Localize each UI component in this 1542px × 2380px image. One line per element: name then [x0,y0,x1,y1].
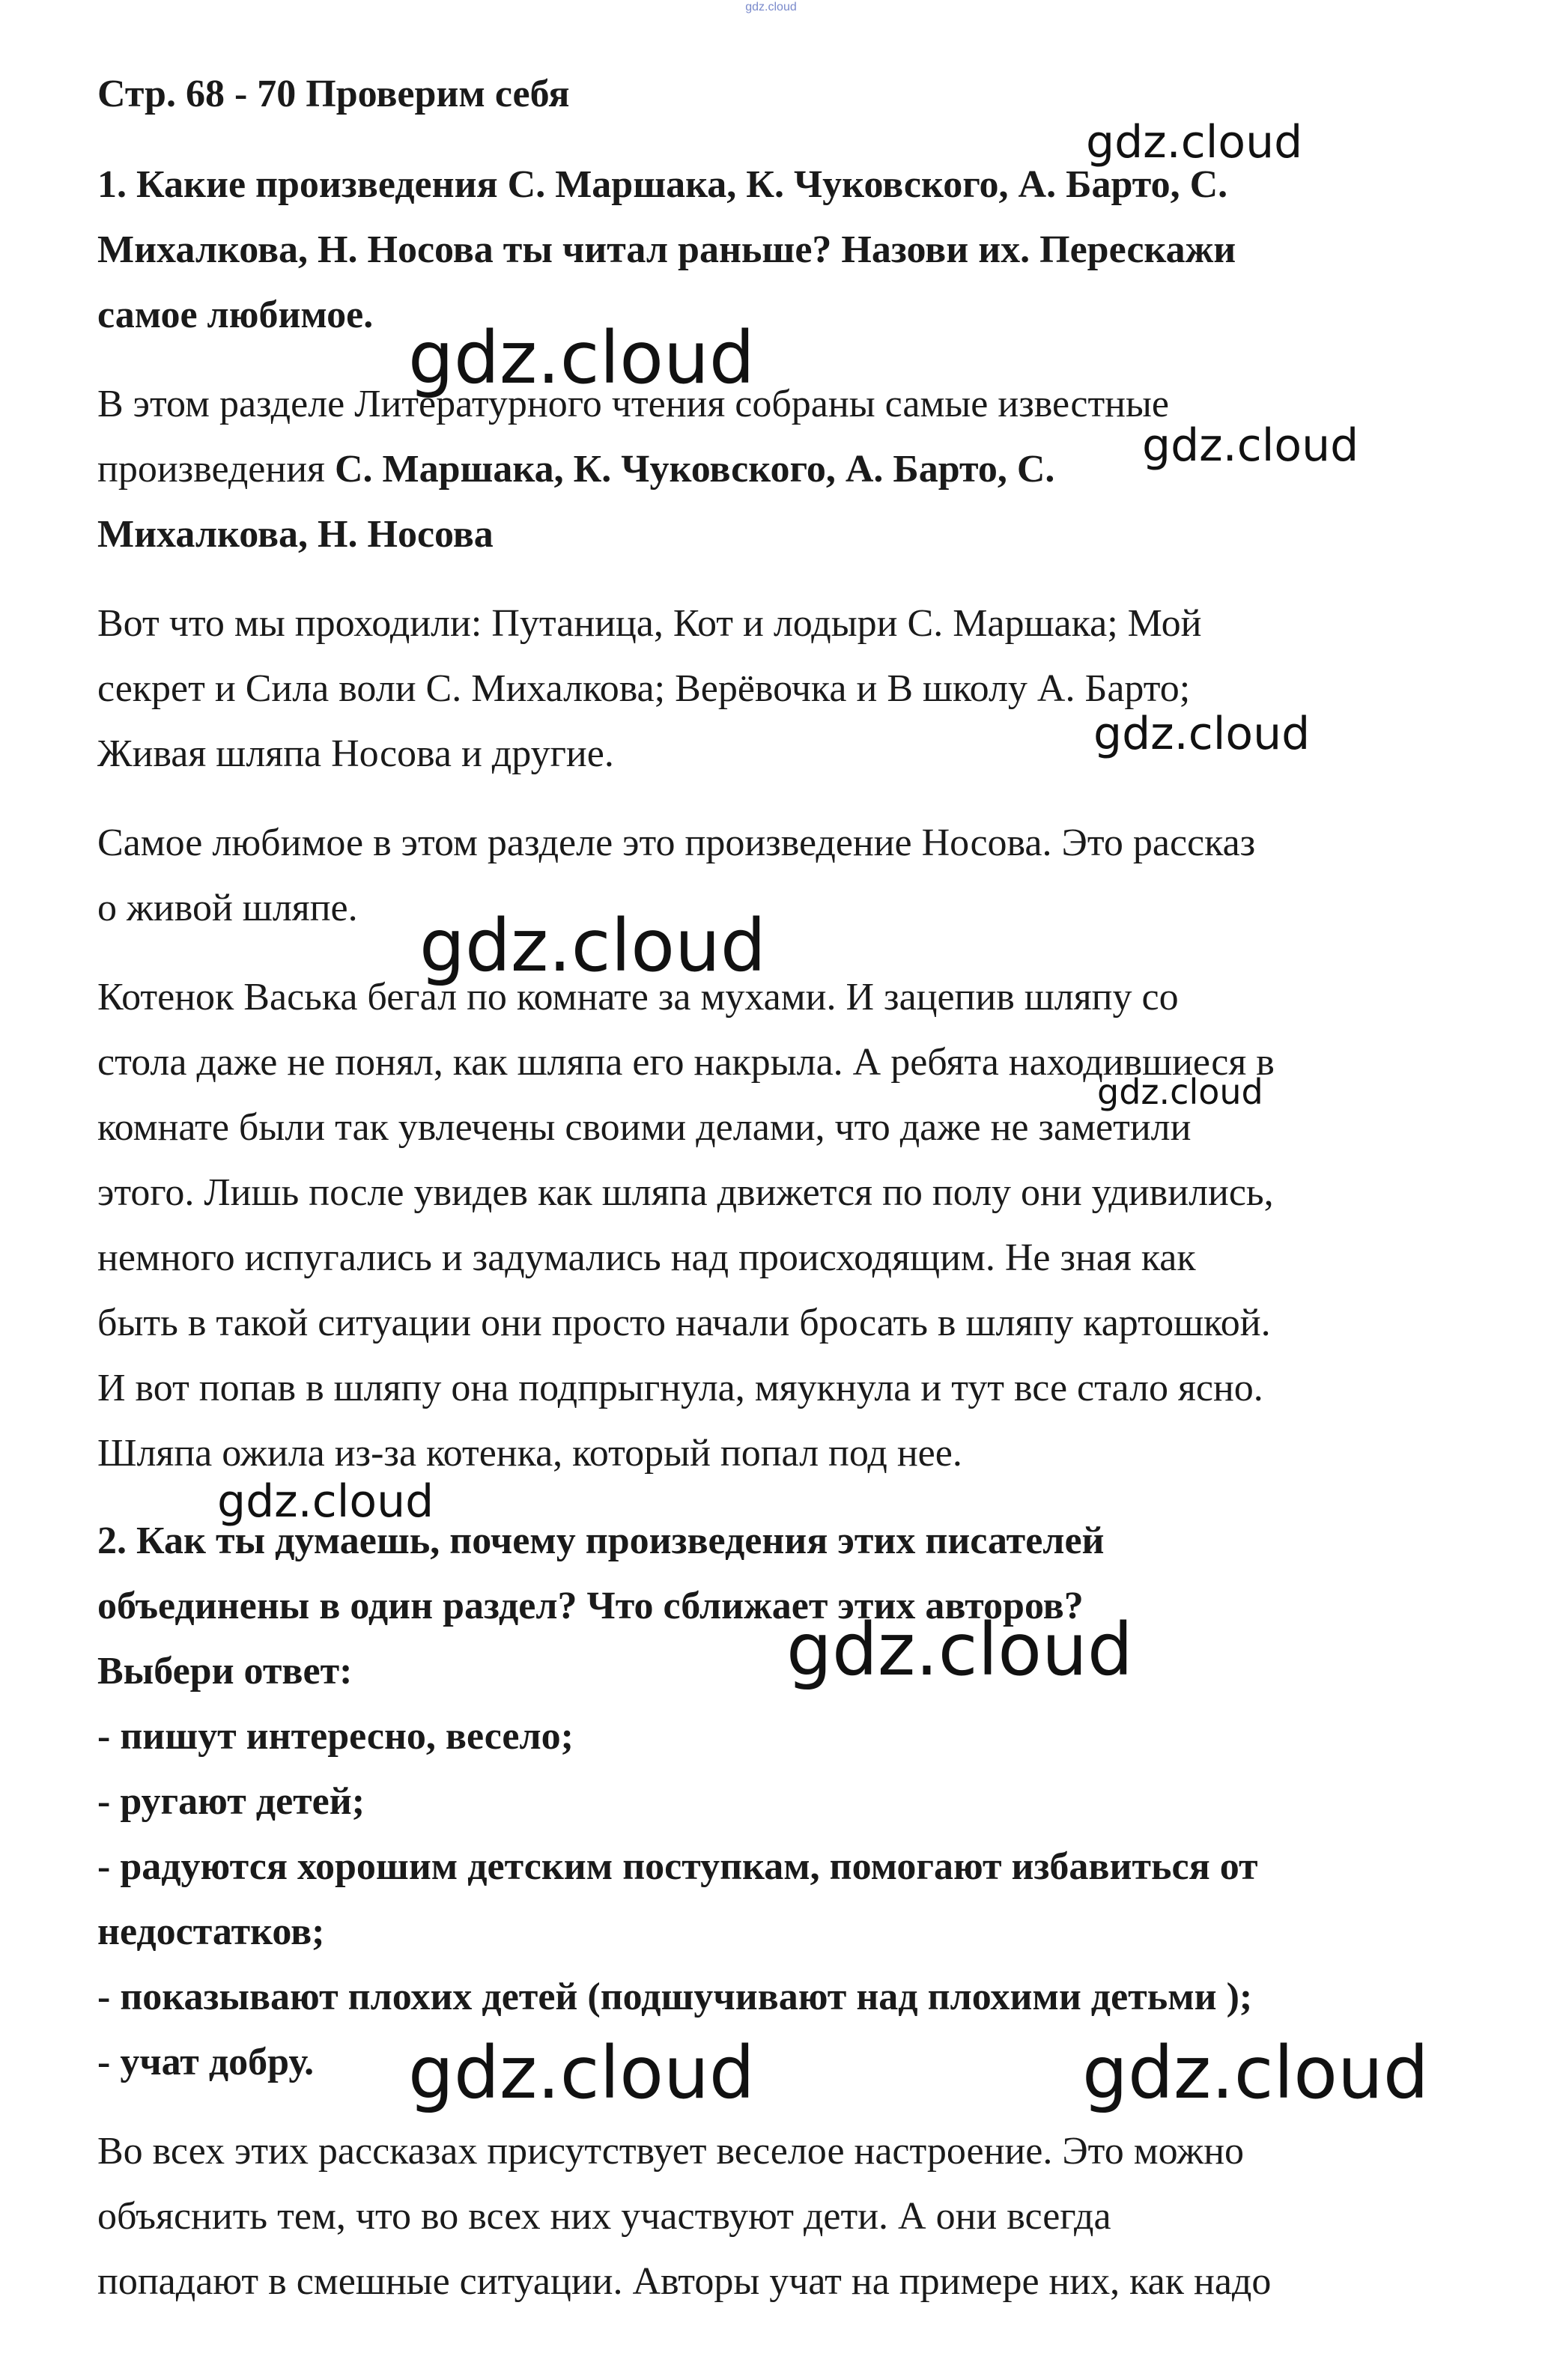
plain-text: произведения [97,448,335,491]
watermark: gdz.cloud [408,316,755,400]
watermark: gdz.cloud [419,904,766,988]
paragraph-line: быть в такой ситуации они просто начали бросать в шляпу картошкой. [97,1302,1271,1344]
answer-option: - радуются хорошим детским поступкам, помогают избавиться от [97,1845,1258,1888]
answer-option-continued: недостатков; [97,1910,325,1953]
paragraph-line: комнате были так увлечены своими делами, что даже не заметили [97,1106,1192,1149]
paragraph-line: Шляпа ожила из-за котенка, который попал под нее. [97,1432,962,1475]
watermark: gdz.cloud [1093,708,1311,760]
question-1 [97,152,1415,347]
paragraph-line: И вот попав в шляпу она подпрыгнула, мяукнула и тут все стало ясно. [97,1367,1263,1409]
answer-2-paragraph [97,2119,1415,2314]
watermark: gdz.cloud [1097,1072,1263,1112]
answer-1-paragraph-4 [97,965,1415,1486]
paragraph-line [97,437,1415,502]
question-1-line: 1. Какие произведения С. Маршака, К. Чуковского, А. Барто, С. [97,163,1228,206]
question-2 [97,1508,1415,2095]
paragraph-line: Вот что мы проходили: Путаница, Кот и лодыри С. Маршака; Мой [97,602,1202,645]
paragraph-line: Во всех этих рассказах присутствует веселое настроение. Это можно [97,2130,1245,2173]
paragraph-line: объяснить тем, что во всех них участвуют дети. А они всегда [97,2195,1111,2238]
answer-option: - пишут интересно, весело; [97,1715,574,1758]
top-watermark: gdz.cloud [745,1,797,13]
paragraph-line: В этом разделе Литературного чтения собраны самые известные [97,383,1170,425]
paragraph-line: Живая шляпа Носова и другие. [97,732,614,775]
answer-option: - ругают детей; [97,1780,365,1823]
page-title: Стр. 68 - 70 Проверим себя [97,73,570,115]
question-1-line: Михалкова, Н. Носова ты читал раньше? Назови их. Перескажи [97,228,1236,271]
watermark: gdz.cloud [1086,116,1303,169]
paragraph-line: о живой шляпе. [97,887,358,929]
authors-bold-line: Михалкова, Н. Носова [97,513,494,556]
paragraph-line: Котенок Васька бегал по комнате за мухами. И зацепив шляпу со [97,976,1179,1019]
question-2-line: Выбери ответ: [97,1650,353,1693]
paragraph-line: немного испугались и задумались над происходящим. Не зная как [97,1236,1196,1279]
answer-1-paragraph-1 [97,371,1415,567]
watermark: gdz.cloud [217,1475,434,1528]
question-2-line: объединены в один раздел? Что сближает этих авторов? [97,1585,1084,1627]
authors-bold: С. Маршака, К. Чуковского, А. Барто, С. [334,448,1055,491]
watermark: gdz.cloud [408,2031,755,2115]
question-2-line: 2. Как ты думаешь, почему произведения этих писателей [97,1520,1105,1562]
watermark: gdz.cloud [1082,2031,1429,2115]
question-1-line: самое любимое. [97,294,374,336]
answer-1-paragraph-2 [97,591,1415,786]
paragraph-line: стола даже не понял, как шляпа его накрыла. А ребята находившиеся в [97,1041,1275,1084]
answer-1-paragraph-3 [97,810,1415,941]
answer-option: - показывают плохих детей (подшучивают над плохими детьми ); [97,1976,1253,2018]
watermark: gdz.cloud [1142,419,1359,472]
paragraph-line: секрет и Сила воли С. Михалкова; Верёвочка и В школу А. Барто; [97,667,1191,710]
watermark: gdz.cloud [786,1608,1133,1692]
answer-option: - учат добру. [97,2041,315,2083]
paragraph-line: этого. Лишь после увидев как шляпа движется по полу они удивились, [97,1171,1274,1214]
document-content [97,61,1415,2314]
paragraph-line: попадают в смешные ситуации. Авторы учат на примере них, как надо [97,2260,1272,2303]
paragraph-line: Самое любимое в этом разделе это произведение Носова. Это рассказ [97,822,1256,864]
